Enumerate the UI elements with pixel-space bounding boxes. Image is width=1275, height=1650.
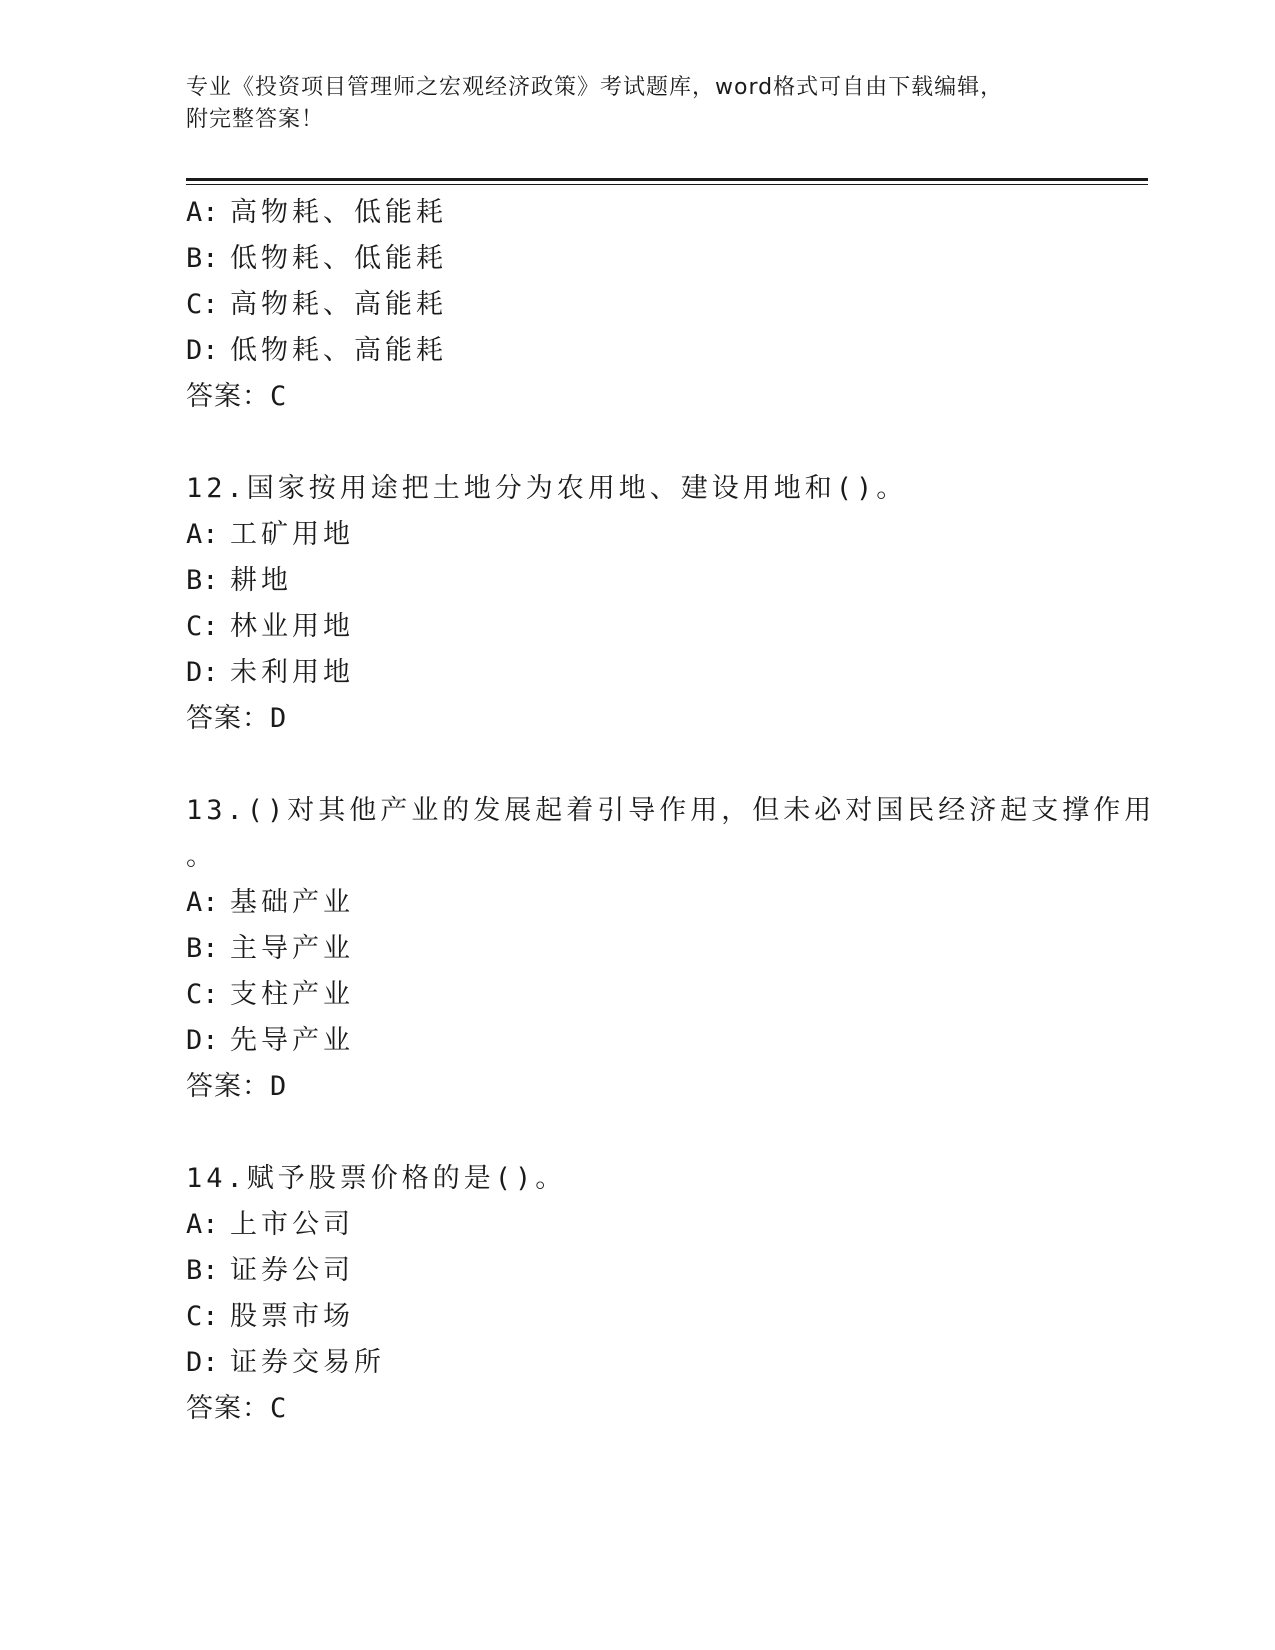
header-line-2: 附完整答案！ [186,107,325,132]
header-line-1: 专业《投资项目管理师之宏观经济政策》考试题库，word格式可自由下载编辑， [186,75,1004,100]
option-b: B: 低物耗、低能耗 [186,243,447,274]
option-b: B: 证券公司 [186,1255,354,1286]
option-d: D: 低物耗、高能耗 [186,335,447,366]
option-d: D: 未利用地 [186,657,354,688]
document-header [186,72,1086,136]
option-c: C: 股票市场 [186,1301,354,1332]
question-block-13 [186,788,1156,1110]
option-d: D: 证券交易所 [186,1347,385,1378]
option-c: C: 林业用地 [186,611,354,642]
option-c: C: 高物耗、高能耗 [186,289,447,320]
question-text: 13.()对其他产业的发展起着引导作用，但未必对国民经济起支撑作用 [186,795,1156,826]
answer-line: 答案：C [186,381,288,412]
spacer [186,742,1076,788]
option-a: A: 高物耗、低能耗 [186,197,447,228]
question-list [186,190,1156,1432]
option-b: B: 耕地 [186,565,292,596]
question-block-11 [186,190,1076,420]
question-text: 14.赋予股票价格的是()。 [186,1163,567,1194]
option-d: D: 先导产业 [186,1025,354,1056]
header-divider-thin [186,184,1148,185]
option-c: C: 支柱产业 [186,979,354,1010]
answer-value: C [270,381,288,412]
option-a: A: 上市公司 [186,1209,354,1240]
spacer [186,1110,1076,1156]
answer-value: C [270,1393,288,1424]
question-block-12 [186,466,1076,742]
answer-value: D [270,1071,288,1102]
option-b: B: 主导产业 [186,933,354,964]
question-block-14 [186,1156,1076,1432]
header-divider-thick [186,178,1148,181]
option-a: A: 工矿用地 [186,519,354,550]
question-text: 12.国家按用途把土地分为农用地、建设用地和()。 [186,473,908,504]
answer-line: 答案：D [186,1071,288,1102]
answer-line: 答案：D [186,703,288,734]
answer-value: D [270,703,288,734]
question-text-continued: 。 [186,841,217,872]
option-a: A: 基础产业 [186,887,354,918]
answer-line: 答案：C [186,1393,288,1424]
spacer [186,420,1076,466]
